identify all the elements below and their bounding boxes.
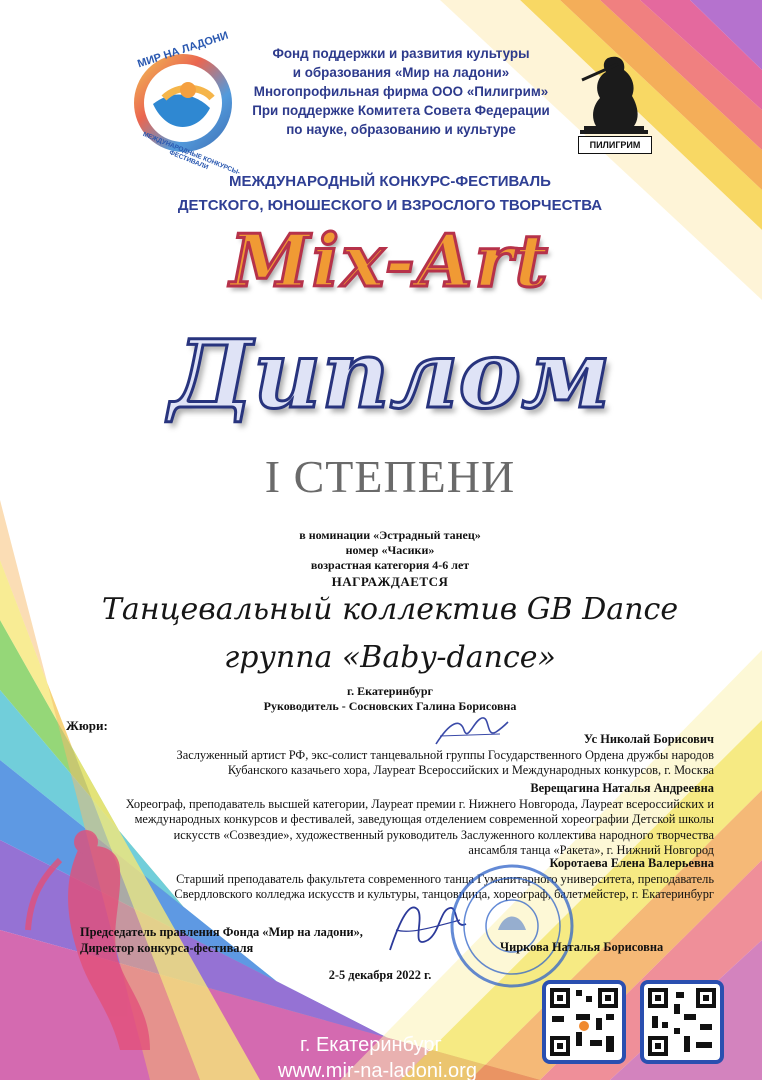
- footer-city: г. Екатеринбург: [300, 1034, 442, 1056]
- jury-member-bio: Свердловского колледжа искусств и культуры, танцовщица, хореограф, балетмейстер, г. Екатеринбург: [174, 887, 714, 901]
- qr-code-icon: [546, 984, 622, 1060]
- chair-title-line: Председатель правления Фонда «Мир на ладони»,: [80, 925, 363, 939]
- jury-label: Жюри:: [66, 718, 108, 733]
- contest-title-line: МЕЖДУНАРОДНЫЙ КОНКУРС-ФЕСТИВАЛЬ: [229, 173, 551, 190]
- chair-title-line: Директор конкурса-фестиваля: [80, 941, 254, 955]
- organizers-header: [236, 44, 566, 139]
- header-line: и образования «Мир на ладони»: [292, 65, 510, 80]
- event-dates: 2-5 декабря 2022 г.: [328, 968, 432, 982]
- header-line: При поддержке Комитета Совета Федерации: [252, 103, 550, 118]
- document-title: Диплом: [169, 320, 611, 430]
- chair-title: [80, 924, 363, 956]
- qr-code-icon: [644, 984, 720, 1060]
- jury-member-bio: Заслуженный артист РФ, экс-солист танцевальной группы Государственного Ордена дружбы народов: [176, 747, 714, 762]
- jury-member-bio: ансамбля танца «Ракета», г. Нижний Новгород: [468, 843, 714, 857]
- logo-bottom-text: МЕЖДУНАРОДНЫЕ КОНКУРСЫ-ФЕСТИВАЛИ: [141, 131, 241, 177]
- header-line: по науке, образованию и культуре: [286, 122, 516, 137]
- jury-member-name: Ус Николай Борисович: [583, 732, 714, 746]
- piligrim-logo-text: ПИЛИГРИМ: [578, 136, 652, 154]
- piligrim-logo: [574, 40, 654, 140]
- city-line: г. Екатеринбург: [347, 684, 433, 698]
- jury-member: [86, 781, 714, 859]
- jury-member-bio: международных конкурсов и фестивалей, заведующая отделением современной хореографии Детской школы: [134, 812, 714, 826]
- contest-title-line: ДЕТСКОГО, ЮНОШЕСКОГО И ВЗРОСЛОГО ТВОРЧЕСТВА: [177, 197, 603, 214]
- degree-title: I СТЕПЕНИ: [264, 451, 516, 502]
- jury-member-bio: Хореограф, преподаватель высшей категории, Лауреат премии г. Нижнего Новгорода, Лауреат всероссийских и: [125, 796, 714, 811]
- header-line: Фонд поддержки и развития культуры: [272, 46, 530, 61]
- recipient-line-1: Танцевальный коллектив GB Dance: [101, 592, 679, 627]
- jury-member-name: Верещагина Наталья Андреевна: [530, 781, 714, 795]
- jury-member-bio: Кубанского казачьего хора, Лауреат Всероссийских и Международных конкурсов, г. Москва: [227, 763, 714, 777]
- jury-member: [86, 732, 714, 779]
- awarded-label: НАГРАЖДАЕТСЯ: [331, 574, 449, 589]
- jury-member-bio: Старший преподаватель факультета современного танца Гуманитарного университета, преподаватель: [176, 871, 714, 886]
- recipient-line-2: группа «Baby-dance»: [224, 640, 556, 675]
- performance-number: номер «Часики»: [345, 543, 435, 557]
- chair-name: Чиркова Наталья Борисовна: [500, 940, 664, 954]
- logo-top-text: МИР НА ЛАДОНИ: [136, 29, 230, 71]
- leader-line: Руководитель - Сосновских Галина Борисовна: [263, 699, 517, 713]
- jury-member-name: Коротаева Елена Валерьевна: [549, 856, 714, 870]
- festival-name: Mix-Art: [230, 218, 550, 303]
- header-line: Многопрофильная фирма ООО «Пилигрим»: [253, 84, 549, 99]
- nomination: в номинации «Эстрадный танец»: [299, 528, 481, 542]
- signature-icon: [430, 712, 510, 752]
- contest-title: [150, 170, 630, 218]
- jury-member-bio: искусств «Созвездие», художественный руководитель Заслуженного коллектива народного творчества: [173, 827, 714, 842]
- age-category: возрастная категория 4-6 лет: [310, 558, 470, 572]
- footer-website: www.mir-na-ladoni.org: [278, 1060, 477, 1080]
